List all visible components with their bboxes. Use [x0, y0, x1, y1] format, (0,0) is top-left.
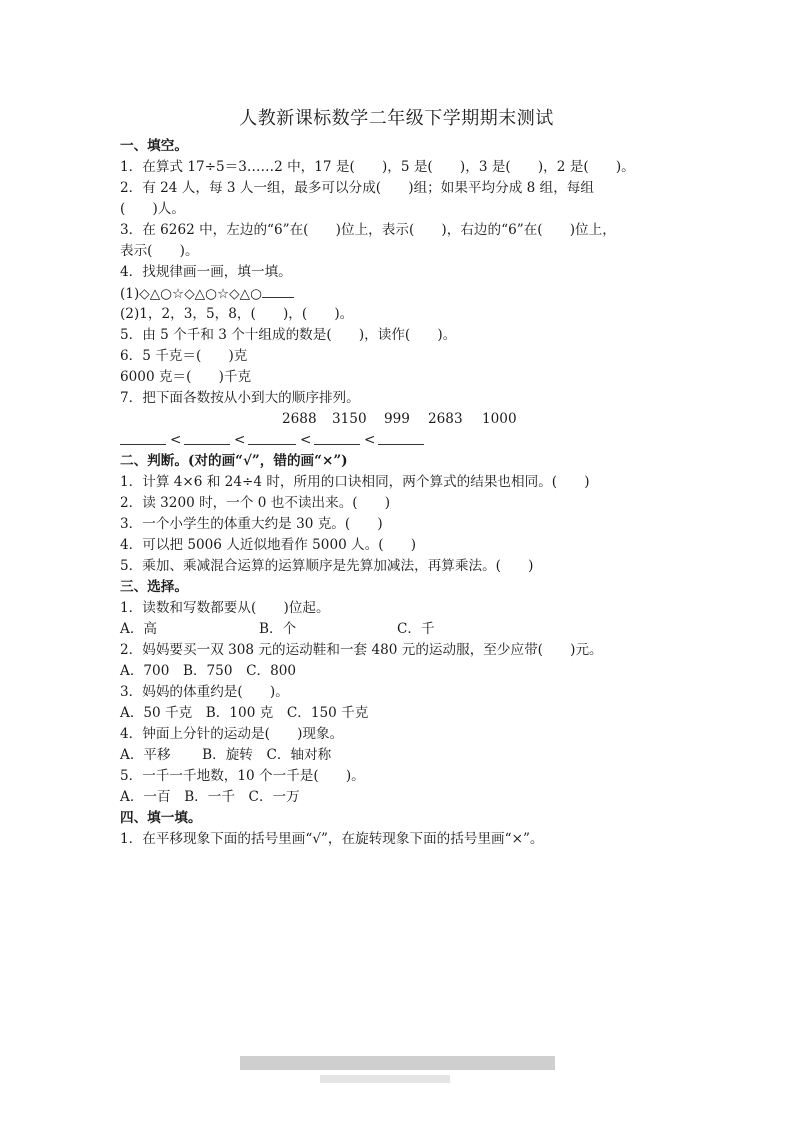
answer-blank: [314, 430, 360, 445]
less-than-sign: <: [170, 432, 182, 448]
shape-pattern: (1)◇△○☆◇△○☆◇△○: [120, 286, 262, 302]
question-3-2: 2．妈妈要买一双 308 元的运动鞋和一套 480 元的运动服，至少应带( )元。: [120, 642, 603, 658]
question-1-3-line2: 表示( )。: [120, 243, 199, 259]
question-3-5-options: A．一百 B．一千 C．一万: [120, 789, 300, 805]
answer-blank: [248, 430, 296, 445]
number-item: 3150: [332, 411, 367, 427]
ordering-blanks: [120, 430, 680, 451]
number-item: 2688: [282, 411, 317, 427]
question-2-4: 4．可以把 5006 人近似地看作 5000 人。( ): [120, 537, 417, 553]
question-1-1: 1．在算式 17÷5＝3……2 中，17 是( )，5 是( )，3 是( )，2 是( )。: [120, 159, 635, 175]
question-1-4-pattern: [120, 283, 680, 304]
question-2-5: 5．乘加、乘减混合运算的运算顺序是先算加减法，再算乘法。( ): [120, 558, 534, 574]
option-c: C．千: [397, 621, 435, 637]
number-item: 999: [384, 411, 410, 427]
less-than-sign: <: [234, 432, 246, 448]
question-1-5: 5．由 5 个千和 3 个十组成的数是( )，读作( )。: [120, 327, 457, 343]
number-item: 2683: [428, 411, 463, 427]
exam-body: [120, 136, 680, 850]
question-1-7: 7．把下面各数按从小到大的顺序排列。: [120, 390, 360, 406]
question-1-4: 4．找规律画一画，填一填。: [120, 264, 292, 280]
answer-blank: [184, 430, 230, 445]
section-1-heading: 一、填空。: [120, 138, 188, 154]
question-2-3: 3．一个小学生的体重大约是 30 克。( ): [120, 516, 383, 532]
section-2-heading: 二、判断。(对的画“√”，错的画“×”): [120, 453, 348, 469]
section-3-heading: 三、选择。: [120, 579, 188, 595]
question-3-3-options: A．50 千克 B．100 克 C．150 千克: [120, 705, 369, 721]
question-1-2-line2: ( )人。: [120, 201, 185, 217]
blurred-watermark: [240, 1056, 555, 1070]
question-3-1: 1．读数和写数都要从( )位起。: [120, 600, 330, 616]
question-3-4-options: A．平移 B．旋转 C．轴对称: [120, 747, 332, 763]
question-4-1: 1．在平移现象下面的括号里画“√”，在旋转现象下面的括号里画“×”。: [120, 831, 544, 847]
question-3-4: 4．钟面上分针的运动是( )现象。: [120, 726, 344, 742]
question-1-4-sequence: (2)1，2，3，5，8，( )，( )。: [120, 306, 354, 322]
less-than-sign: <: [300, 432, 312, 448]
option-b: B．个: [259, 621, 297, 637]
question-1-2-line1: 2．有 24 人，每 3 人一组，最多可以分成( )组；如果平均分成 8 组，每组: [120, 180, 594, 196]
answer-blank: [120, 430, 166, 445]
question-1-6-line1: 6．5 千克＝( )克: [120, 348, 248, 364]
question-2-1: 1．计算 4×6 和 24÷4 时，所用的口诀相同，两个算式的结果也相同。( ): [120, 474, 590, 490]
less-than-sign: <: [364, 432, 376, 448]
question-3-1-options: [120, 619, 680, 640]
question-1-6-line2: 6000 克＝( )千克: [120, 369, 252, 385]
answer-blank: [262, 283, 294, 298]
option-a: A．高: [120, 621, 158, 637]
section-4-heading: 四、填一填。: [120, 810, 202, 826]
answer-blank: [378, 430, 424, 445]
question-2-2: 2．读 3200 时，一个 0 也不读出来。( ): [120, 495, 391, 511]
question-3-5: 5．一千一千地数，10 个一千是( )。: [120, 768, 365, 784]
blurred-watermark-sub: [320, 1075, 450, 1083]
question-1-3-line1: 3．在 6262 中，左边的“6”在( )位上，表示( )，右边的“6”在( )位上，: [120, 222, 616, 238]
number-list: [120, 409, 680, 430]
question-3-2-options: A．700 B．750 C．800: [120, 663, 297, 679]
question-3-3: 3．妈妈的体重约是( )。: [120, 684, 289, 700]
number-item: 1000: [482, 411, 517, 427]
exam-title: 人教新课标数学二年级下学期期末测试: [239, 108, 554, 129]
